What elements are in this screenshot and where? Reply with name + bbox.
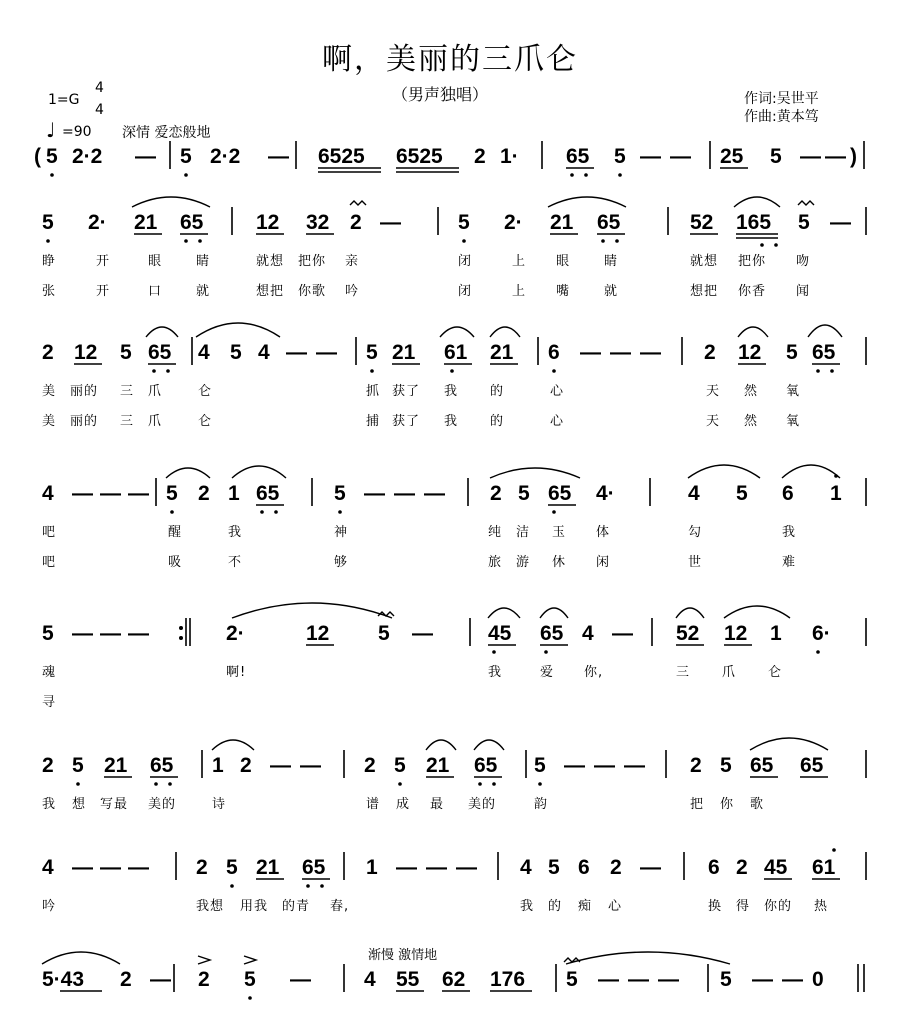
- lyric-syllable: 吧: [42, 525, 57, 540]
- note: —: [640, 341, 661, 364]
- lyric-syllable: 抓: [366, 384, 381, 399]
- note: —: [316, 341, 337, 364]
- note: —: [825, 145, 846, 168]
- lyric-syllable: 体: [596, 525, 611, 540]
- lyric-syllable: 得: [736, 899, 751, 914]
- note: 65: [256, 482, 280, 505]
- note: 5: [334, 482, 346, 505]
- note: 1: [366, 856, 378, 879]
- note: —: [426, 856, 447, 879]
- lyric-syllable: 三: [120, 384, 135, 399]
- note: 32: [306, 211, 330, 234]
- note: 2: [42, 754, 54, 777]
- lyric-syllable: 爪: [148, 384, 163, 399]
- lyric-syllable: 爪: [148, 414, 163, 429]
- note: 4: [42, 856, 54, 879]
- expression-marking: 深情 爱恋般地: [122, 125, 211, 141]
- note: 21: [392, 341, 416, 364]
- lyric-syllable: 用我: [240, 899, 269, 914]
- note: 12: [306, 622, 330, 645]
- note: —: [594, 754, 615, 777]
- note: 4: [520, 856, 532, 879]
- lyric-syllable: 仑: [198, 414, 213, 429]
- lyric-syllable: 你的: [764, 899, 793, 914]
- note: 65: [148, 341, 172, 364]
- note: 5: [378, 622, 390, 645]
- lyric-syllable: 丽的: [70, 384, 99, 399]
- note: 12: [74, 341, 98, 364]
- note: 65: [540, 622, 564, 645]
- note: ): [850, 145, 857, 168]
- note: 65: [474, 754, 498, 777]
- lyric-syllable: 眼: [556, 254, 571, 269]
- lyric-syllable: 吻: [796, 254, 811, 269]
- note: 2: [610, 856, 622, 879]
- note: —: [640, 856, 661, 879]
- composer-credit: 作曲:黄本笃: [744, 109, 819, 125]
- lyric-syllable: 吟: [42, 899, 57, 914]
- lyric-syllable: 我: [520, 899, 535, 914]
- note: —: [624, 754, 645, 777]
- lyric-syllable: 心: [608, 899, 623, 914]
- note: 2·: [504, 211, 523, 234]
- subtitle: （男声独唱）: [392, 85, 489, 104]
- note: —: [100, 482, 121, 505]
- note: 5: [518, 482, 530, 505]
- lyric-syllable: 爱: [540, 665, 555, 680]
- note: 5·43: [42, 968, 85, 991]
- lyric-syllable: 丽的: [70, 414, 99, 429]
- note: 4: [42, 482, 54, 505]
- note: —: [100, 622, 121, 645]
- note: 21: [104, 754, 128, 777]
- note: —: [72, 622, 93, 645]
- lyric-syllable: 我: [228, 525, 243, 540]
- lyric-syllable: 醒: [168, 525, 183, 540]
- lyric-syllable: 洁: [516, 525, 531, 540]
- note: 61: [444, 341, 468, 364]
- note: —: [752, 968, 773, 991]
- note: 5: [244, 968, 256, 991]
- note: —: [640, 145, 661, 168]
- lyric-syllable: 上: [512, 254, 527, 269]
- lyric-syllable: 你歌: [298, 284, 327, 299]
- lyric-syllable: 我: [444, 384, 459, 399]
- note: 2: [704, 341, 716, 364]
- lyric-syllable: 天: [706, 414, 721, 429]
- note: 6: [548, 341, 560, 364]
- note: 52: [690, 211, 714, 234]
- note: 5: [736, 482, 748, 505]
- note: 6: [782, 482, 794, 505]
- note: 1: [770, 622, 782, 645]
- note: 65: [812, 341, 836, 364]
- note: 62: [442, 968, 466, 991]
- lyric-syllable: 玉: [552, 525, 567, 540]
- lyric-syllable: 张: [42, 284, 57, 299]
- lyric-syllable: 氧: [786, 384, 801, 399]
- note: 5: [770, 145, 782, 168]
- note: 65: [548, 482, 572, 505]
- lyric-syllable: 想把: [256, 284, 285, 299]
- note: 5: [798, 211, 810, 234]
- note: —: [396, 856, 417, 879]
- lyric-syllable: 仑: [768, 665, 783, 680]
- lyric-syllable: 美: [42, 414, 57, 429]
- page-title: 啊，美丽的三爪仑: [322, 42, 578, 77]
- lyric-syllable: 开: [96, 284, 111, 299]
- lyric-syllable: 韵: [534, 797, 549, 812]
- note: 5: [394, 754, 406, 777]
- note: 0: [812, 968, 824, 991]
- lyric-syllable: 眼: [148, 254, 163, 269]
- note: —: [564, 754, 585, 777]
- note: 176: [490, 968, 526, 991]
- lyricist-credit: 作词:吴世平: [744, 91, 819, 107]
- lyric-syllable: 的: [548, 899, 563, 914]
- note: 45: [764, 856, 788, 879]
- lyric-syllable: 的: [490, 414, 505, 429]
- note: 5: [46, 145, 58, 168]
- quarter-note-icon: ♩: [46, 118, 56, 142]
- lyric-syllable: 美的: [468, 797, 497, 812]
- lyric-syllable: 够: [334, 555, 349, 570]
- note: 5: [786, 341, 798, 364]
- note: 2·2: [72, 145, 103, 168]
- lyric-syllable: 口: [148, 284, 163, 299]
- note: 1: [830, 482, 842, 505]
- lyric-syllable: 勾: [688, 525, 703, 540]
- note: —: [286, 341, 307, 364]
- note: —: [72, 856, 93, 879]
- lyric-syllable: 我: [42, 797, 57, 812]
- note: —: [128, 622, 149, 645]
- lyric-syllable: 嘴: [556, 284, 571, 299]
- note: —: [150, 968, 171, 991]
- note: —: [364, 482, 385, 505]
- lyric-syllable: 美: [42, 384, 57, 399]
- lyric-syllable: 然: [744, 384, 759, 399]
- lyric-syllable: 就想: [690, 254, 719, 269]
- lyric-syllable: 最: [430, 797, 445, 812]
- lyric-syllable: 谱: [366, 797, 381, 812]
- note: —: [610, 341, 631, 364]
- key-signature: 1=G: [48, 92, 80, 108]
- note: 25: [720, 145, 744, 168]
- note: 4: [364, 968, 376, 991]
- note: 65: [302, 856, 326, 879]
- note: —: [800, 145, 821, 168]
- note: 2: [240, 754, 252, 777]
- note: 5: [366, 341, 378, 364]
- lyric-syllable: 魂: [42, 665, 57, 680]
- middle-expression-marking: 渐慢 激情地: [368, 948, 438, 963]
- lyric-syllable: 你: [720, 797, 735, 812]
- note: —: [300, 754, 321, 777]
- note: —: [290, 968, 311, 991]
- note: 5: [720, 968, 732, 991]
- lyric-syllable: 想: [72, 797, 87, 812]
- lyric-syllable: 寻: [42, 695, 57, 710]
- lyric-syllable: 把: [690, 797, 705, 812]
- lyric-syllable: 睁: [42, 254, 57, 269]
- note: 2: [198, 968, 210, 991]
- note: 65: [566, 145, 590, 168]
- note: 1: [228, 482, 240, 505]
- lyric-syllable: 上: [512, 284, 527, 299]
- note: —: [100, 856, 121, 879]
- lyric-syllable: 成: [396, 797, 411, 812]
- lyric-syllable: 难: [782, 555, 797, 570]
- note: 12: [738, 341, 762, 364]
- lyric-syllable: 闻: [796, 284, 811, 299]
- lyric-syllable: 的: [490, 384, 505, 399]
- lyric-syllable: 天: [706, 384, 721, 399]
- note: 4: [582, 622, 594, 645]
- note: 5: [166, 482, 178, 505]
- lyric-syllable: 就: [604, 284, 619, 299]
- note: —: [135, 145, 156, 168]
- note: —: [128, 482, 149, 505]
- note: 5: [548, 856, 560, 879]
- note: 65: [180, 211, 204, 234]
- lyric-syllable: 睛: [196, 254, 211, 269]
- note: 2: [690, 754, 702, 777]
- note: 5: [72, 754, 84, 777]
- note: 65: [750, 754, 774, 777]
- note: 2: [490, 482, 502, 505]
- tempo-marking: =90: [62, 124, 92, 140]
- note: 65: [800, 754, 824, 777]
- note: 12: [256, 211, 280, 234]
- note: 21: [550, 211, 574, 234]
- lyric-syllable: 三: [120, 414, 135, 429]
- lyric-syllable: 获了: [392, 414, 421, 429]
- lyric-syllable: 换: [708, 899, 723, 914]
- note: 61: [812, 856, 836, 879]
- note: 21: [426, 754, 450, 777]
- note: 2·2: [210, 145, 241, 168]
- lyric-syllable: 纯: [488, 525, 503, 540]
- note: 4·: [596, 482, 615, 505]
- note: 45: [488, 622, 512, 645]
- note: 2·: [88, 211, 107, 234]
- note: 65: [597, 211, 621, 234]
- note: —: [612, 622, 633, 645]
- note: 2: [198, 482, 210, 505]
- note: 2·: [226, 622, 245, 645]
- time-signature-top: 4: [95, 80, 104, 96]
- lyric-syllable: 把你: [738, 254, 767, 269]
- note: —: [782, 968, 803, 991]
- note: —: [830, 211, 851, 234]
- lyric-syllable: 就想: [256, 254, 285, 269]
- lyric-syllable: 春,: [330, 899, 350, 914]
- note: 55: [396, 968, 420, 991]
- note: —: [424, 482, 445, 505]
- lyric-syllable: 热: [814, 899, 829, 914]
- note: 2: [42, 341, 54, 364]
- note: —: [270, 754, 291, 777]
- note: —: [670, 145, 691, 168]
- note: 5: [226, 856, 238, 879]
- note: 4: [198, 341, 210, 364]
- note: 21: [134, 211, 158, 234]
- lyric-syllable: 心: [550, 414, 565, 429]
- lyric-syllable: 诗: [212, 797, 227, 812]
- note: 21: [256, 856, 280, 879]
- lyric-syllable: 吟: [345, 284, 360, 299]
- note: 5: [230, 341, 242, 364]
- note: —: [412, 622, 433, 645]
- note: 6: [708, 856, 720, 879]
- note: —: [628, 968, 649, 991]
- note: —: [72, 482, 93, 505]
- lyric-syllable: 游: [516, 555, 531, 570]
- note: 21: [490, 341, 514, 364]
- lyric-syllable: 我: [488, 665, 503, 680]
- note: 6: [578, 856, 590, 879]
- note: 5: [180, 145, 192, 168]
- note: 1·: [500, 145, 519, 168]
- note: 2: [350, 211, 362, 234]
- lyric-syllable: 旅: [488, 555, 503, 570]
- note: 12: [724, 622, 748, 645]
- note: 6525: [396, 145, 443, 168]
- note: (: [34, 145, 41, 168]
- lyric-syllable: 仑: [198, 384, 213, 399]
- lyric-syllable: 亲: [345, 254, 360, 269]
- lyric-syllable: 你香: [738, 284, 767, 299]
- lyric-syllable: 闭: [458, 254, 473, 269]
- lyric-syllable: 闭: [458, 284, 473, 299]
- note: —: [598, 968, 619, 991]
- note: —: [380, 211, 401, 234]
- note: 5: [566, 968, 578, 991]
- note: —: [580, 341, 601, 364]
- lyric-syllable: 写最: [100, 797, 129, 812]
- lyric-syllable: 美的: [148, 797, 177, 812]
- lyric-syllable: 氧: [786, 414, 801, 429]
- lyric-syllable: 吸: [168, 555, 183, 570]
- lyric-syllable: 闲: [596, 555, 611, 570]
- note: 52: [676, 622, 700, 645]
- note: 5: [614, 145, 626, 168]
- lyric-syllable: 把你: [298, 254, 327, 269]
- note: —: [658, 968, 679, 991]
- note: —: [394, 482, 415, 505]
- note: 6·: [812, 622, 831, 645]
- note: 2: [474, 145, 486, 168]
- note: 4: [258, 341, 270, 364]
- lyric-syllable: 然: [744, 414, 759, 429]
- note: 2: [120, 968, 132, 991]
- lyric-syllable: 休: [552, 555, 567, 570]
- note: 2: [736, 856, 748, 879]
- note: —: [128, 856, 149, 879]
- lyric-syllable: 的青: [282, 899, 311, 914]
- lyric-syllable: 痴: [578, 899, 593, 914]
- lyric-syllable: 睛: [604, 254, 619, 269]
- note: 2: [364, 754, 376, 777]
- note: 2: [196, 856, 208, 879]
- lyric-syllable: 就: [196, 284, 211, 299]
- lyric-syllable: 获了: [392, 384, 421, 399]
- note: —: [268, 145, 289, 168]
- note: —: [456, 856, 477, 879]
- lyric-syllable: 歌: [750, 797, 765, 812]
- lyric-syllable: 啊!: [226, 665, 247, 680]
- note: 5: [42, 622, 54, 645]
- lyric-syllable: 神: [334, 525, 349, 540]
- note: 165: [736, 211, 772, 234]
- lyric-syllable: 你,: [584, 665, 604, 680]
- note: 6525: [318, 145, 365, 168]
- note: 5: [720, 754, 732, 777]
- lyric-syllable: 我想: [196, 899, 225, 914]
- lyric-syllable: 心: [550, 384, 565, 399]
- note: 4: [688, 482, 700, 505]
- note: 5: [534, 754, 546, 777]
- lyric-syllable: 三: [676, 665, 691, 680]
- note: 5: [42, 211, 54, 234]
- note: 5: [458, 211, 470, 234]
- lyric-syllable: 开: [96, 254, 111, 269]
- lyric-syllable: 捕: [366, 414, 381, 429]
- lyric-syllable: 不: [228, 555, 243, 570]
- note: 1: [212, 754, 224, 777]
- note: 65: [150, 754, 174, 777]
- lyric-syllable: 吧: [42, 555, 57, 570]
- lyric-syllable: 世: [688, 555, 703, 570]
- note: 5: [120, 341, 132, 364]
- lyric-syllable: 想把: [690, 284, 719, 299]
- time-signature-bottom: 4: [95, 102, 104, 118]
- lyric-syllable: 我: [444, 414, 459, 429]
- lyric-syllable: 我: [782, 525, 797, 540]
- lyric-syllable: 爪: [722, 665, 737, 680]
